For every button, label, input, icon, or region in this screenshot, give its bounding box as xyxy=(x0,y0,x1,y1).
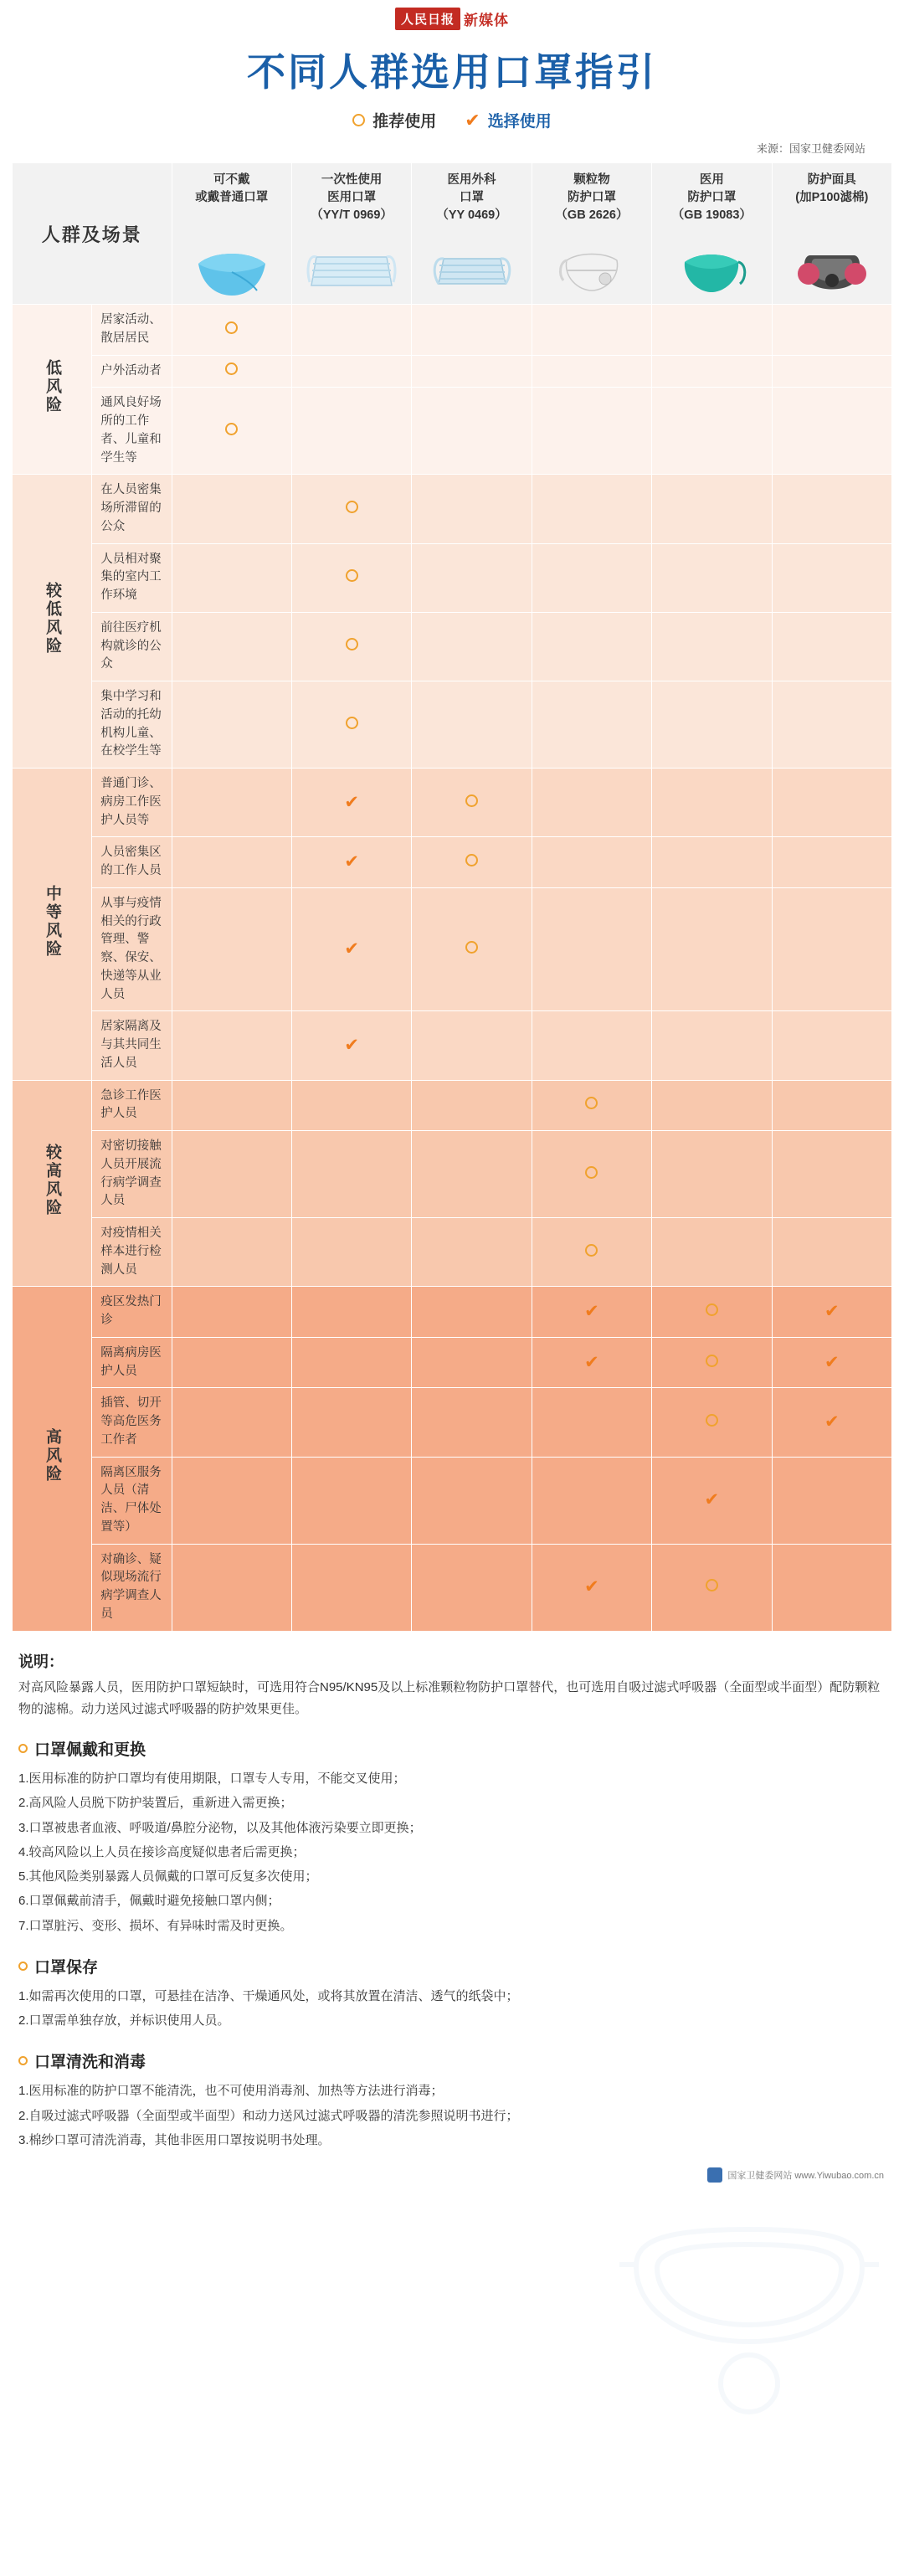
header-col-label-0: 可不戴 或戴普通口罩 xyxy=(195,173,269,205)
check-icon: ✔ xyxy=(584,1302,599,1321)
mark-cell xyxy=(772,1388,891,1457)
risk-group-label-low: 低风险 xyxy=(13,305,92,475)
mark-cell xyxy=(652,1011,772,1080)
mark-cell xyxy=(772,1131,891,1218)
footer-logo-icon xyxy=(707,2167,722,2183)
mark-cell xyxy=(772,769,891,837)
scene-label: 人员相对聚集的室内工作环境 xyxy=(92,543,172,612)
notes-list-wear xyxy=(18,1766,886,1938)
mark-cell xyxy=(412,1337,532,1388)
mark-cell xyxy=(652,1457,772,1544)
mark-cell xyxy=(772,1457,891,1544)
header-col-label-1: 一次性使用 医用口罩 （YY/T 0969） xyxy=(311,173,393,223)
header-col-disposable-medical-mask xyxy=(291,163,411,305)
mark-cell xyxy=(772,475,891,543)
scene-label: 户外活动者 xyxy=(92,355,172,388)
mark-cell xyxy=(652,1131,772,1218)
mark-cell xyxy=(172,1388,291,1457)
table-row xyxy=(13,612,892,681)
mark-cell xyxy=(652,475,772,543)
mark-cell xyxy=(291,887,411,1011)
mark-cell xyxy=(291,1457,411,1544)
mark-cell xyxy=(172,543,291,612)
mark-cell xyxy=(532,681,651,769)
legend-label-recommended: 推荐使用 xyxy=(372,113,437,131)
mark-cell xyxy=(652,543,772,612)
mark-cell xyxy=(412,1544,532,1631)
table-row xyxy=(13,1337,892,1388)
scene-label: 隔离区服务人员（清洁、尸体处置等） xyxy=(92,1457,172,1544)
notes-section-title-cleaning xyxy=(18,2049,886,2072)
legend xyxy=(0,109,904,131)
mark-cell xyxy=(772,543,891,612)
table-row xyxy=(13,1218,892,1287)
mark-cell xyxy=(652,1287,772,1338)
particulate-respirator-icon xyxy=(536,234,648,299)
mark-cell xyxy=(532,1388,651,1457)
mark-cell xyxy=(291,1388,411,1457)
check-icon: ✔ xyxy=(344,939,359,959)
mark-cell xyxy=(772,1544,891,1631)
circle-icon xyxy=(225,423,238,435)
mark-cell xyxy=(772,355,891,388)
header-scene: 人群及场景 xyxy=(13,163,172,305)
mark-cell xyxy=(412,305,532,356)
scene-label: 居家活动、散居居民 xyxy=(92,305,172,356)
notes-section-title-text: 口罩佩戴和更换 xyxy=(34,1741,146,1759)
table-row xyxy=(13,681,892,769)
mark-cell xyxy=(172,475,291,543)
circle-icon xyxy=(585,1166,598,1179)
mark-cell xyxy=(412,543,532,612)
header-col-full-face-respirator xyxy=(772,163,891,305)
mark-cell xyxy=(412,1287,532,1338)
mark-cell xyxy=(291,543,411,612)
header-col-label-2: 医用外科 口罩 （YY 0469） xyxy=(436,173,507,223)
mark-cell xyxy=(772,612,891,681)
list-item: 2.自吸过滤式呼吸器（全面型或半面型）和动力送风过滤式呼吸器的清洗参照说明书进行； xyxy=(18,2108,519,2123)
mark-cell xyxy=(652,355,772,388)
table-row xyxy=(13,388,892,475)
mark-cell xyxy=(172,681,291,769)
table-row xyxy=(13,1011,892,1080)
check-icon: ✔ xyxy=(465,109,480,131)
mark-cell xyxy=(412,475,532,543)
table-row xyxy=(13,769,892,837)
risk-group-label-higher: 较高风险 xyxy=(13,1080,92,1287)
footer-bar xyxy=(0,2161,904,2188)
mark-cell xyxy=(172,1457,291,1544)
circle-icon xyxy=(225,362,238,375)
mark-cell xyxy=(532,1287,651,1338)
check-icon: ✔ xyxy=(584,1577,599,1597)
circle-icon xyxy=(706,1303,718,1316)
bullet-icon xyxy=(18,1744,28,1753)
mark-cell xyxy=(652,612,772,681)
mark-cell xyxy=(291,769,411,837)
mark-cell xyxy=(172,1287,291,1338)
circle-icon xyxy=(465,941,478,954)
mark-cell xyxy=(772,1287,891,1338)
table-row xyxy=(13,305,892,356)
scene-label: 前往医疗机构就诊的公众 xyxy=(92,612,172,681)
mark-cell xyxy=(412,887,532,1011)
header-col-particulate-respirator xyxy=(532,163,651,305)
mark-cell xyxy=(532,1544,651,1631)
notes-section-title-text: 口罩保存 xyxy=(34,1958,99,1977)
risk-group-label-high: 高风险 xyxy=(13,1287,92,1631)
scene-label: 居家隔离及与其共同生活人员 xyxy=(92,1011,172,1080)
scene-label: 普通门诊、病房工作医护人员等 xyxy=(92,769,172,837)
table-row xyxy=(13,1287,892,1338)
table-row xyxy=(13,1080,892,1131)
mark-cell xyxy=(412,1080,532,1131)
publisher-logo: 人民日报 xyxy=(395,8,460,30)
notes-section-title-storage xyxy=(18,1955,886,1977)
mark-cell xyxy=(412,612,532,681)
guidance-table xyxy=(12,162,892,1632)
mark-cell xyxy=(532,388,651,475)
cloth-mask-icon xyxy=(176,234,288,299)
header-col-label-3: 颗粒物 防护口罩 （GB 2626） xyxy=(555,173,629,223)
mark-cell xyxy=(412,1457,532,1544)
legend-label-optional: 选择使用 xyxy=(487,113,552,131)
mark-cell xyxy=(652,1388,772,1457)
mark-cell xyxy=(652,887,772,1011)
check-icon: ✔ xyxy=(824,1352,840,1372)
legend-item-recommended xyxy=(352,109,436,131)
notes-list-cleaning xyxy=(18,2079,886,2152)
circle-icon xyxy=(346,569,358,582)
list-item: 7.口罩脏污、变形、损坏、有异味时需及时更换。 xyxy=(18,1918,293,1933)
circle-icon xyxy=(585,1244,598,1257)
notes-section xyxy=(0,1632,904,2162)
notes-section-title-wear xyxy=(18,1737,886,1760)
mark-cell xyxy=(291,681,411,769)
check-icon: ✔ xyxy=(344,1035,359,1055)
circle-icon xyxy=(706,1579,718,1591)
mark-cell xyxy=(172,769,291,837)
check-icon: ✔ xyxy=(704,1490,720,1509)
circle-icon xyxy=(346,717,358,729)
mark-cell xyxy=(772,388,891,475)
medical-protective-mask-icon xyxy=(655,234,768,299)
mark-cell xyxy=(532,1457,651,1544)
table-row xyxy=(13,1544,892,1631)
mark-cell xyxy=(172,305,291,356)
mark-cell xyxy=(172,887,291,1011)
header-col-medical-protective-mask xyxy=(652,163,772,305)
header-col-cloth-mask xyxy=(172,163,291,305)
mark-cell xyxy=(652,1080,772,1131)
mark-cell xyxy=(772,305,891,356)
table-row xyxy=(13,887,892,1011)
list-item: 1.如需再次使用的口罩，可悬挂在洁净、干燥通风处，或将其放置在清洁、透气的纸袋中； xyxy=(18,1988,519,2003)
risk-group-label-medium: 中等风险 xyxy=(13,769,92,1081)
mark-cell xyxy=(172,388,291,475)
mark-cell xyxy=(291,1337,411,1388)
page-title: 不同人群选用口罩指引 xyxy=(247,49,657,95)
table-row xyxy=(13,475,892,543)
disposable-medical-mask-icon xyxy=(295,234,408,299)
masthead xyxy=(0,0,904,28)
mark-cell xyxy=(532,769,651,837)
mark-cell xyxy=(652,681,772,769)
check-icon: ✔ xyxy=(344,792,359,812)
mark-cell xyxy=(532,1080,651,1131)
scene-label: 对确诊、疑似现场流行病学调查人员 xyxy=(92,1544,172,1631)
footer-text: 国家卫健委网站 www.Yiwubao.com.cn xyxy=(727,2171,884,2181)
check-icon: ✔ xyxy=(584,1352,599,1372)
circle-icon xyxy=(465,794,478,807)
list-item: 3.棉纱口罩可清洗消毒，其他非医用口罩按说明书处理。 xyxy=(18,2132,331,2147)
mark-cell xyxy=(772,681,891,769)
header-col-label-4: 医用 防护口罩 （GB 19083） xyxy=(671,173,752,223)
legend-item-optional xyxy=(465,109,551,131)
mark-cell xyxy=(532,1337,651,1388)
table-row xyxy=(13,355,892,388)
scene-label: 通风良好场所的工作者、儿童和学生等 xyxy=(92,388,172,475)
notes-heading: 说明： xyxy=(18,1653,64,1670)
circle-icon xyxy=(465,854,478,866)
table-header xyxy=(13,163,892,305)
mark-cell xyxy=(291,1287,411,1338)
mark-cell xyxy=(412,355,532,388)
mark-cell xyxy=(172,1131,291,1218)
notes-list-storage xyxy=(18,1984,886,2034)
header-col-surgical-mask xyxy=(412,163,532,305)
mark-cell xyxy=(772,1218,891,1287)
header-col-label-5: 防护面具 (加P100滤棉) xyxy=(795,173,869,205)
mark-cell xyxy=(532,475,651,543)
mark-cell xyxy=(772,1337,891,1388)
mark-cell xyxy=(412,1011,532,1080)
list-item: 6.口罩佩戴前清手，佩戴时避免接触口罩内侧； xyxy=(18,1894,280,1909)
circle-icon xyxy=(706,1414,718,1427)
mark-cell xyxy=(291,1218,411,1287)
mark-cell xyxy=(652,305,772,356)
mark-cell xyxy=(532,837,651,888)
mark-cell xyxy=(652,837,772,888)
scene-label: 隔离病房医护人员 xyxy=(92,1337,172,1388)
mark-cell xyxy=(172,1544,291,1631)
mark-cell xyxy=(172,355,291,388)
mark-cell xyxy=(652,769,772,837)
mark-cell xyxy=(172,1080,291,1131)
mark-cell xyxy=(532,1011,651,1080)
circle-icon xyxy=(225,321,238,334)
mark-cell xyxy=(412,388,532,475)
mark-cell xyxy=(412,1131,532,1218)
mark-cell xyxy=(412,769,532,837)
mark-cell xyxy=(412,837,532,888)
mark-cell xyxy=(172,1011,291,1080)
table-row xyxy=(13,543,892,612)
scene-label: 疫区发热门诊 xyxy=(92,1287,172,1338)
table-row xyxy=(13,837,892,888)
mark-cell xyxy=(772,1011,891,1080)
circle-icon xyxy=(585,1097,598,1109)
list-item: 2.高风险人员脱下防护装置后，重新进入需更换； xyxy=(18,1796,293,1811)
check-icon: ✔ xyxy=(344,852,359,872)
mark-cell xyxy=(291,1011,411,1080)
table-body xyxy=(13,305,892,1632)
mark-cell xyxy=(532,887,651,1011)
list-item: 1.医用标准的防护口罩均有使用期限，口罩专人专用，不能交叉使用； xyxy=(18,1771,406,1786)
mark-cell xyxy=(412,681,532,769)
mark-cell xyxy=(291,388,411,475)
mark-cell xyxy=(172,837,291,888)
full-face-respirator-icon xyxy=(776,234,888,299)
mark-cell xyxy=(291,1544,411,1631)
scene-label: 对密切接触人员开展流行病学调查人员 xyxy=(92,1131,172,1218)
list-item: 3.口罩被患者血液、呼吸道/鼻腔分泌物，以及其他体液污染要立即更换； xyxy=(18,1820,422,1835)
goggles-watermark-icon xyxy=(611,2174,887,2425)
circle-icon xyxy=(706,1355,718,1367)
mark-cell xyxy=(652,1544,772,1631)
list-item: 4.较高风险以上人员在接诊高度疑似患者后需更换； xyxy=(18,1844,306,1859)
mark-cell xyxy=(532,355,651,388)
notes-section-title-text: 口罩清洗和消毒 xyxy=(34,2054,146,2072)
scene-label: 从事与疫情相关的行政管理、警察、保安、快递等从业人员 xyxy=(92,887,172,1011)
mark-cell xyxy=(291,1131,411,1218)
mark-cell xyxy=(172,1218,291,1287)
bullet-icon xyxy=(18,2056,28,2065)
mark-cell xyxy=(532,543,651,612)
mark-cell xyxy=(412,1388,532,1457)
circle-icon xyxy=(346,638,358,650)
mark-cell xyxy=(532,1131,651,1218)
scene-label: 在人员密集场所滞留的公众 xyxy=(92,475,172,543)
mark-cell xyxy=(291,305,411,356)
mark-cell xyxy=(772,887,891,1011)
mark-cell xyxy=(291,837,411,888)
scene-label: 插管、切开等高危医务工作者 xyxy=(92,1388,172,1457)
source-note: 来源：国家卫健委网站 xyxy=(756,142,865,155)
list-item: 5.其他风险类别暴露人员佩戴的口罩可反复多次使用； xyxy=(18,1869,318,1884)
list-item: 2.口罩需单独存放，并标识使用人员。 xyxy=(18,2013,230,2028)
circle-icon xyxy=(346,501,358,513)
mark-cell xyxy=(532,1218,651,1287)
circle-icon xyxy=(352,114,365,126)
notes-lead: 对高风险暴露人员，医用防护口罩短缺时，可选用符合N95/KN95及以上标准颗粒物防护口罩替代，也可选用自吸过滤式呼吸器（全面型或半面型）配防颗粒物的滤棉。动力送风过滤式呼吸器的防护效果更佳。 xyxy=(18,1679,881,1716)
bullet-icon xyxy=(18,1962,28,1971)
mark-cell xyxy=(772,1080,891,1131)
mark-cell xyxy=(291,355,411,388)
table-row xyxy=(13,1388,892,1457)
check-icon: ✔ xyxy=(824,1302,840,1321)
mark-cell xyxy=(652,1218,772,1287)
mark-cell xyxy=(652,1337,772,1388)
mark-cell xyxy=(532,612,651,681)
table-row xyxy=(13,1131,892,1218)
scene-label: 急诊工作医护人员 xyxy=(92,1080,172,1131)
scene-label: 对疫情相关样本进行检测人员 xyxy=(92,1218,172,1287)
table-row xyxy=(13,1457,892,1544)
check-icon: ✔ xyxy=(824,1411,840,1432)
risk-group-label-lower: 较低风险 xyxy=(13,475,92,769)
scene-label: 集中学习和活动的托幼机构儿童、在校学生等 xyxy=(92,681,172,769)
mark-cell xyxy=(652,388,772,475)
scene-label: 人员密集区的工作人员 xyxy=(92,837,172,888)
list-item: 1.医用标准的防护口罩不能清洗，也不可使用消毒剂、加热等方法进行消毒； xyxy=(18,2084,444,2099)
mark-cell xyxy=(291,475,411,543)
mark-cell xyxy=(291,1080,411,1131)
publisher-sub-label: 新媒体 xyxy=(464,12,509,28)
mark-cell xyxy=(172,1337,291,1388)
mark-cell xyxy=(291,612,411,681)
mark-cell xyxy=(172,612,291,681)
guidance-table-wrapper xyxy=(0,162,904,1632)
mark-cell xyxy=(532,305,651,356)
mark-cell xyxy=(772,837,891,888)
mark-cell xyxy=(412,1218,532,1287)
surgical-mask-icon xyxy=(415,234,527,299)
